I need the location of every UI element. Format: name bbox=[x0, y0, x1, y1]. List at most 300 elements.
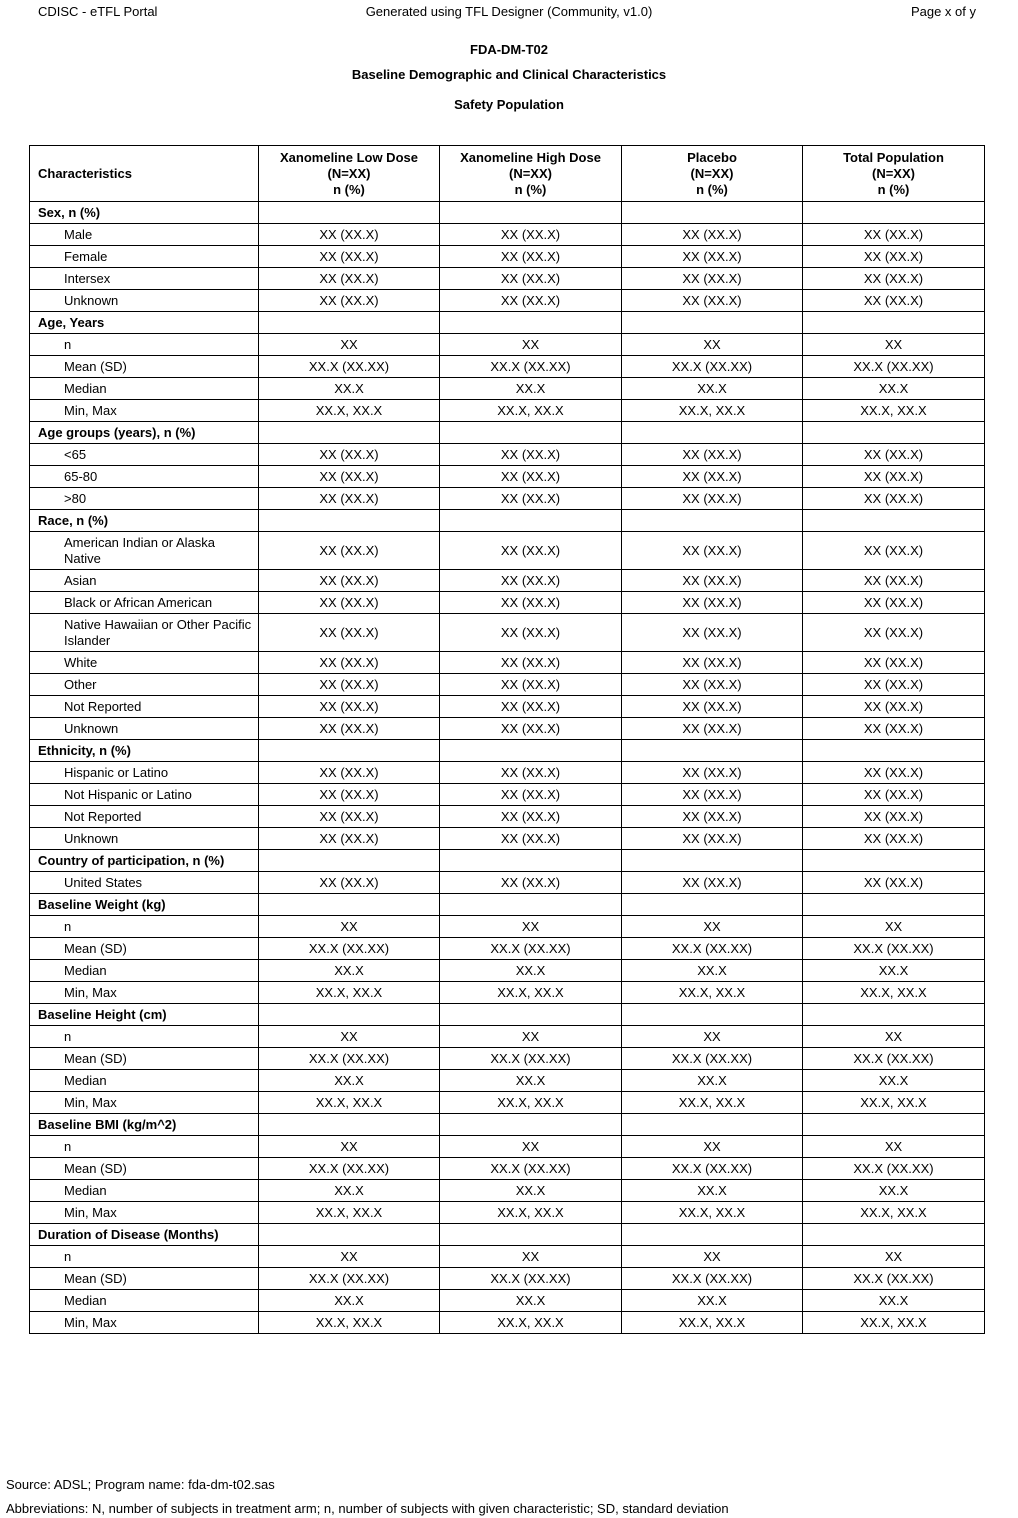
value-cell: XX.X (XX.XX) bbox=[259, 1158, 440, 1180]
table-body bbox=[30, 202, 985, 1334]
table-row bbox=[30, 784, 985, 806]
value-cell: XX (XX.X) bbox=[803, 532, 985, 570]
row-label: Native Hawaiian or Other Pacific Islander bbox=[30, 614, 259, 652]
value-cell: XX (XX.X) bbox=[622, 652, 803, 674]
row-label: Mean (SD) bbox=[30, 356, 259, 378]
empty-cell bbox=[259, 1114, 440, 1136]
value-cell: XX.X, XX.X bbox=[440, 1092, 622, 1114]
row-label: n bbox=[30, 334, 259, 356]
value-cell: XX (XX.X) bbox=[803, 762, 985, 784]
value-cell: XX.X (XX.XX) bbox=[259, 1268, 440, 1290]
table-id: FDA-DM-T02 bbox=[470, 42, 548, 57]
row-label: Hispanic or Latino bbox=[30, 762, 259, 784]
empty-cell bbox=[803, 740, 985, 762]
table-row bbox=[30, 982, 985, 1004]
value-cell: XX (XX.X) bbox=[440, 718, 622, 740]
category-row bbox=[30, 894, 985, 916]
value-cell: XX (XX.X) bbox=[622, 570, 803, 592]
column-header-label: Characteristics bbox=[38, 165, 132, 181]
value-cell: XX (XX.X) bbox=[803, 872, 985, 894]
table-row bbox=[30, 444, 985, 466]
row-label: Median bbox=[30, 1070, 259, 1092]
empty-cell bbox=[622, 312, 803, 334]
value-cell: XX.X (XX.XX) bbox=[440, 1048, 622, 1070]
value-cell: XX.X (XX.XX) bbox=[622, 1158, 803, 1180]
value-cell: XX (XX.X) bbox=[259, 674, 440, 696]
table-population: Safety Population bbox=[454, 97, 564, 112]
table-row bbox=[30, 290, 985, 312]
value-cell: XX.X bbox=[440, 1290, 622, 1312]
value-cell: XX (XX.X) bbox=[440, 488, 622, 510]
empty-cell bbox=[259, 202, 440, 224]
value-cell: XX.X, XX.X bbox=[803, 982, 985, 1004]
empty-cell bbox=[622, 1114, 803, 1136]
category-row bbox=[30, 1224, 985, 1246]
value-cell: XX.X, XX.X bbox=[622, 400, 803, 422]
empty-cell bbox=[622, 1004, 803, 1026]
value-cell: XX.X (XX.XX) bbox=[440, 1268, 622, 1290]
value-cell: XX.X, XX.X bbox=[259, 1092, 440, 1114]
table-row bbox=[30, 1290, 985, 1312]
empty-cell bbox=[440, 312, 622, 334]
value-cell: XX (XX.X) bbox=[440, 224, 622, 246]
value-cell: XX.X bbox=[259, 1070, 440, 1092]
value-cell: XX.X (XX.XX) bbox=[622, 356, 803, 378]
value-cell: XX (XX.X) bbox=[259, 488, 440, 510]
value-cell: XX bbox=[622, 1136, 803, 1158]
value-cell: XX (XX.X) bbox=[259, 696, 440, 718]
table-row bbox=[30, 674, 985, 696]
column-header-n: (N=XX) bbox=[509, 165, 552, 181]
value-cell: XX.X bbox=[440, 960, 622, 982]
value-cell: XX (XX.X) bbox=[440, 806, 622, 828]
value-cell: XX (XX.X) bbox=[259, 592, 440, 614]
value-cell: XX (XX.X) bbox=[440, 652, 622, 674]
row-label: Min, Max bbox=[30, 1202, 259, 1224]
value-cell: XX bbox=[803, 1026, 985, 1048]
row-label: Unknown bbox=[30, 290, 259, 312]
value-cell: XX (XX.X) bbox=[259, 532, 440, 570]
value-cell: XX.X bbox=[259, 1290, 440, 1312]
empty-cell bbox=[259, 510, 440, 532]
table-row bbox=[30, 1268, 985, 1290]
value-cell: XX (XX.X) bbox=[259, 784, 440, 806]
value-cell: XX bbox=[259, 334, 440, 356]
value-cell: XX bbox=[259, 1246, 440, 1268]
table-row bbox=[30, 334, 985, 356]
row-label: Min, Max bbox=[30, 400, 259, 422]
empty-cell bbox=[440, 1224, 622, 1246]
footnote-abbreviations: Abbreviations: N, number of subjects in treatment arm; n, number of subjects with given characteristic; SD, standard deviation bbox=[6, 1501, 729, 1516]
row-label: Asian bbox=[30, 570, 259, 592]
empty-cell bbox=[259, 312, 440, 334]
value-cell: XX (XX.X) bbox=[440, 532, 622, 570]
value-cell: XX.X, XX.X bbox=[259, 982, 440, 1004]
category-label: Sex, n (%) bbox=[30, 202, 259, 224]
value-cell: XX (XX.X) bbox=[803, 652, 985, 674]
header-page-number: Page x of y bbox=[910, 4, 976, 19]
row-label: n bbox=[30, 1136, 259, 1158]
category-row bbox=[30, 312, 985, 334]
value-cell: XX.X, XX.X bbox=[803, 1312, 985, 1334]
empty-cell bbox=[440, 850, 622, 872]
value-cell: XX.X, XX.X bbox=[622, 982, 803, 1004]
row-label: Min, Max bbox=[30, 1092, 259, 1114]
table-row bbox=[30, 916, 985, 938]
table-row bbox=[30, 806, 985, 828]
value-cell: XX (XX.X) bbox=[259, 762, 440, 784]
value-cell: XX (XX.X) bbox=[622, 488, 803, 510]
row-label: Mean (SD) bbox=[30, 938, 259, 960]
value-cell: XX bbox=[259, 1026, 440, 1048]
value-cell: XX (XX.X) bbox=[622, 268, 803, 290]
value-cell: XX.X bbox=[803, 960, 985, 982]
value-cell: XX.X, XX.X bbox=[440, 1202, 622, 1224]
value-cell: XX (XX.X) bbox=[259, 652, 440, 674]
row-label: American Indian or Alaska Native bbox=[30, 532, 259, 570]
value-cell: XX.X (XX.XX) bbox=[622, 1268, 803, 1290]
value-cell: XX (XX.X) bbox=[259, 444, 440, 466]
value-cell: XX.X bbox=[622, 1070, 803, 1092]
empty-cell bbox=[803, 1224, 985, 1246]
value-cell: XX bbox=[440, 916, 622, 938]
row-label: Median bbox=[30, 1180, 259, 1202]
empty-cell bbox=[622, 1224, 803, 1246]
table-row bbox=[30, 246, 985, 268]
value-cell: XX bbox=[622, 1246, 803, 1268]
value-cell: XX (XX.X) bbox=[803, 718, 985, 740]
value-cell: XX (XX.X) bbox=[803, 614, 985, 652]
value-cell: XX bbox=[803, 1246, 985, 1268]
value-cell: XX.X (XX.XX) bbox=[259, 938, 440, 960]
value-cell: XX.X bbox=[259, 960, 440, 982]
value-cell: XX (XX.X) bbox=[440, 784, 622, 806]
value-cell: XX.X, XX.X bbox=[803, 1092, 985, 1114]
table-row bbox=[30, 466, 985, 488]
value-cell: XX.X, XX.X bbox=[803, 400, 985, 422]
value-cell: XX.X, XX.X bbox=[622, 1092, 803, 1114]
empty-cell bbox=[259, 422, 440, 444]
row-label: Mean (SD) bbox=[30, 1268, 259, 1290]
value-cell: XX.X (XX.XX) bbox=[622, 1048, 803, 1070]
column-header-low-dose bbox=[259, 146, 440, 202]
category-label: Baseline Height (cm) bbox=[30, 1004, 259, 1026]
table-titles bbox=[0, 42, 1018, 113]
value-cell: XX.X bbox=[622, 378, 803, 400]
value-cell: XX.X bbox=[803, 1290, 985, 1312]
value-cell: XX.X (XX.XX) bbox=[803, 1048, 985, 1070]
value-cell: XX bbox=[440, 1026, 622, 1048]
value-cell: XX.X (XX.XX) bbox=[440, 938, 622, 960]
value-cell: XX (XX.X) bbox=[440, 674, 622, 696]
empty-cell bbox=[622, 202, 803, 224]
value-cell: XX.X, XX.X bbox=[259, 1312, 440, 1334]
table-row bbox=[30, 532, 985, 570]
value-cell: XX.X (XX.XX) bbox=[259, 1048, 440, 1070]
value-cell: XX (XX.X) bbox=[803, 224, 985, 246]
value-cell: XX.X, XX.X bbox=[259, 1202, 440, 1224]
category-row bbox=[30, 510, 985, 532]
value-cell: XX bbox=[622, 334, 803, 356]
value-cell: XX (XX.X) bbox=[440, 466, 622, 488]
value-cell: XX (XX.X) bbox=[803, 570, 985, 592]
row-label: Mean (SD) bbox=[30, 1158, 259, 1180]
category-label: Age groups (years), n (%) bbox=[30, 422, 259, 444]
empty-cell bbox=[803, 850, 985, 872]
value-cell: XX (XX.X) bbox=[259, 828, 440, 850]
footnote-source: Source: ADSL; Program name: fda-dm-t02.sas bbox=[6, 1477, 275, 1492]
category-row bbox=[30, 1004, 985, 1026]
value-cell: XX (XX.X) bbox=[803, 444, 985, 466]
value-cell: XX (XX.X) bbox=[259, 570, 440, 592]
empty-cell bbox=[440, 894, 622, 916]
value-cell: XX.X bbox=[440, 1180, 622, 1202]
value-cell: XX bbox=[259, 1136, 440, 1158]
row-label: Min, Max bbox=[30, 1312, 259, 1334]
value-cell: XX (XX.X) bbox=[440, 762, 622, 784]
table-row bbox=[30, 718, 985, 740]
table-row bbox=[30, 614, 985, 652]
value-cell: XX (XX.X) bbox=[622, 532, 803, 570]
value-cell: XX (XX.X) bbox=[803, 696, 985, 718]
value-cell: XX (XX.X) bbox=[622, 290, 803, 312]
table-row bbox=[30, 1136, 985, 1158]
empty-cell bbox=[259, 894, 440, 916]
value-cell: XX.X, XX.X bbox=[622, 1202, 803, 1224]
empty-cell bbox=[803, 312, 985, 334]
value-cell: XX.X, XX.X bbox=[622, 1312, 803, 1334]
row-label: Intersex bbox=[30, 268, 259, 290]
column-header-n: (N=XX) bbox=[327, 165, 371, 181]
table-row bbox=[30, 224, 985, 246]
empty-cell bbox=[259, 1004, 440, 1026]
value-cell: XX.X bbox=[803, 1180, 985, 1202]
value-cell: XX.X bbox=[803, 378, 985, 400]
empty-cell bbox=[440, 510, 622, 532]
table-row bbox=[30, 570, 985, 592]
column-header-n: (N=XX) bbox=[872, 165, 915, 181]
row-label: Min, Max bbox=[30, 982, 259, 1004]
table-row bbox=[30, 1026, 985, 1048]
column-header-label: Xanomeline High Dose bbox=[460, 149, 601, 165]
value-cell: XX (XX.X) bbox=[803, 828, 985, 850]
row-label: Unknown bbox=[30, 828, 259, 850]
value-cell: XX bbox=[622, 916, 803, 938]
table-row bbox=[30, 828, 985, 850]
row-label: Male bbox=[30, 224, 259, 246]
value-cell: XX (XX.X) bbox=[259, 614, 440, 652]
value-cell: XX.X, XX.X bbox=[803, 1202, 985, 1224]
value-cell: XX.X bbox=[622, 1290, 803, 1312]
row-label: >80 bbox=[30, 488, 259, 510]
column-header-total bbox=[803, 146, 985, 202]
value-cell: XX.X (XX.XX) bbox=[622, 938, 803, 960]
value-cell: XX (XX.X) bbox=[259, 224, 440, 246]
category-row bbox=[30, 850, 985, 872]
value-cell: XX bbox=[259, 916, 440, 938]
table-row bbox=[30, 1158, 985, 1180]
value-cell: XX (XX.X) bbox=[622, 828, 803, 850]
value-cell: XX.X (XX.XX) bbox=[803, 938, 985, 960]
value-cell: XX (XX.X) bbox=[440, 592, 622, 614]
value-cell: XX.X (XX.XX) bbox=[259, 356, 440, 378]
table-row bbox=[30, 356, 985, 378]
table-row bbox=[30, 652, 985, 674]
value-cell: XX (XX.X) bbox=[440, 570, 622, 592]
row-label: United States bbox=[30, 872, 259, 894]
empty-cell bbox=[259, 850, 440, 872]
value-cell: XX (XX.X) bbox=[259, 246, 440, 268]
value-cell: XX bbox=[803, 334, 985, 356]
empty-cell bbox=[803, 422, 985, 444]
value-cell: XX (XX.X) bbox=[440, 268, 622, 290]
value-cell: XX (XX.X) bbox=[803, 806, 985, 828]
column-header-n: (N=XX) bbox=[690, 165, 734, 181]
empty-cell bbox=[440, 202, 622, 224]
row-label: Median bbox=[30, 378, 259, 400]
value-cell: XX bbox=[440, 334, 622, 356]
value-cell: XX (XX.X) bbox=[622, 224, 803, 246]
value-cell: XX.X, XX.X bbox=[440, 1312, 622, 1334]
value-cell: XX.X (XX.XX) bbox=[803, 1158, 985, 1180]
value-cell: XX.X bbox=[440, 378, 622, 400]
value-cell: XX (XX.X) bbox=[622, 466, 803, 488]
value-cell: XX (XX.X) bbox=[622, 674, 803, 696]
empty-cell bbox=[803, 1004, 985, 1026]
category-row bbox=[30, 1114, 985, 1136]
value-cell: XX.X bbox=[259, 1180, 440, 1202]
empty-cell bbox=[803, 202, 985, 224]
value-cell: XX (XX.X) bbox=[259, 268, 440, 290]
value-cell: XX (XX.X) bbox=[803, 246, 985, 268]
value-cell: XX (XX.X) bbox=[259, 806, 440, 828]
table-row bbox=[30, 1246, 985, 1268]
value-cell: XX.X (XX.XX) bbox=[440, 356, 622, 378]
table-row bbox=[30, 696, 985, 718]
value-cell: XX (XX.X) bbox=[803, 784, 985, 806]
value-cell: XX.X bbox=[622, 1180, 803, 1202]
row-label: n bbox=[30, 916, 259, 938]
column-header-stat: n (%) bbox=[333, 181, 365, 197]
header-generator-note: Generated using TFL Designer (Community, v1.0) bbox=[365, 4, 653, 19]
empty-cell bbox=[622, 894, 803, 916]
table-row bbox=[30, 592, 985, 614]
value-cell: XX (XX.X) bbox=[440, 614, 622, 652]
value-cell: XX bbox=[803, 916, 985, 938]
value-cell: XX (XX.X) bbox=[622, 444, 803, 466]
table-row bbox=[30, 378, 985, 400]
value-cell: XX (XX.X) bbox=[803, 674, 985, 696]
table-title: Baseline Demographic and Clinical Characteristics bbox=[351, 67, 667, 82]
value-cell: XX (XX.X) bbox=[440, 444, 622, 466]
value-cell: XX (XX.X) bbox=[259, 466, 440, 488]
value-cell: XX (XX.X) bbox=[622, 696, 803, 718]
column-header-stat: n (%) bbox=[877, 181, 910, 197]
column-header-high-dose bbox=[440, 146, 622, 202]
value-cell: XX (XX.X) bbox=[259, 290, 440, 312]
value-cell: XX.X, XX.X bbox=[259, 400, 440, 422]
empty-cell bbox=[440, 422, 622, 444]
category-row bbox=[30, 202, 985, 224]
value-cell: XX (XX.X) bbox=[622, 246, 803, 268]
value-cell: XX (XX.X) bbox=[622, 872, 803, 894]
row-label: Median bbox=[30, 1290, 259, 1312]
row-label: 65-80 bbox=[30, 466, 259, 488]
value-cell: XX (XX.X) bbox=[622, 806, 803, 828]
table-row bbox=[30, 1070, 985, 1092]
category-label: Country of participation, n (%) bbox=[30, 850, 259, 872]
category-label: Race, n (%) bbox=[30, 510, 259, 532]
column-header-stat: n (%) bbox=[696, 181, 728, 197]
value-cell: XX (XX.X) bbox=[622, 784, 803, 806]
column-header-label: Placebo bbox=[687, 149, 737, 165]
empty-cell bbox=[440, 740, 622, 762]
table-row bbox=[30, 762, 985, 784]
empty-cell bbox=[622, 510, 803, 532]
row-label: Female bbox=[30, 246, 259, 268]
value-cell: XX (XX.X) bbox=[440, 828, 622, 850]
empty-cell bbox=[259, 740, 440, 762]
table-row bbox=[30, 1180, 985, 1202]
column-header-characteristics bbox=[30, 146, 259, 202]
value-cell: XX (XX.X) bbox=[803, 268, 985, 290]
empty-cell bbox=[440, 1004, 622, 1026]
value-cell: XX bbox=[440, 1136, 622, 1158]
column-header-label: Xanomeline Low Dose bbox=[280, 149, 418, 165]
table-row bbox=[30, 1312, 985, 1334]
column-header-label: Total Population bbox=[843, 149, 944, 165]
empty-cell bbox=[440, 1114, 622, 1136]
category-label: Baseline BMI (kg/m^2) bbox=[30, 1114, 259, 1136]
value-cell: XX bbox=[440, 1246, 622, 1268]
value-cell: XX (XX.X) bbox=[622, 614, 803, 652]
empty-cell bbox=[803, 510, 985, 532]
value-cell: XX (XX.X) bbox=[440, 246, 622, 268]
table-row bbox=[30, 1048, 985, 1070]
row-label: Not Reported bbox=[30, 806, 259, 828]
row-label: Other bbox=[30, 674, 259, 696]
empty-cell bbox=[259, 1224, 440, 1246]
value-cell: XX (XX.X) bbox=[803, 290, 985, 312]
category-label: Age, Years bbox=[30, 312, 259, 334]
category-label: Baseline Weight (kg) bbox=[30, 894, 259, 916]
table-row bbox=[30, 960, 985, 982]
value-cell: XX (XX.X) bbox=[803, 488, 985, 510]
value-cell: XX (XX.X) bbox=[259, 718, 440, 740]
empty-cell bbox=[803, 1114, 985, 1136]
empty-cell bbox=[803, 894, 985, 916]
value-cell: XX.X bbox=[803, 1070, 985, 1092]
column-header-stat: n (%) bbox=[514, 181, 547, 197]
category-label: Ethnicity, n (%) bbox=[30, 740, 259, 762]
value-cell: XX.X (XX.XX) bbox=[803, 1268, 985, 1290]
row-label: Black or African American bbox=[30, 592, 259, 614]
empty-cell bbox=[622, 740, 803, 762]
category-label: Duration of Disease (Months) bbox=[30, 1224, 259, 1246]
header-portal-name: CDISC - eTFL Portal bbox=[38, 4, 158, 19]
value-cell: XX bbox=[622, 1026, 803, 1048]
value-cell: XX.X bbox=[622, 960, 803, 982]
column-header-placebo bbox=[622, 146, 803, 202]
value-cell: XX (XX.X) bbox=[622, 762, 803, 784]
value-cell: XX.X bbox=[440, 1070, 622, 1092]
table-row bbox=[30, 400, 985, 422]
empty-cell bbox=[622, 422, 803, 444]
value-cell: XX (XX.X) bbox=[803, 466, 985, 488]
empty-cell bbox=[622, 850, 803, 872]
row-label: n bbox=[30, 1246, 259, 1268]
table-row bbox=[30, 488, 985, 510]
